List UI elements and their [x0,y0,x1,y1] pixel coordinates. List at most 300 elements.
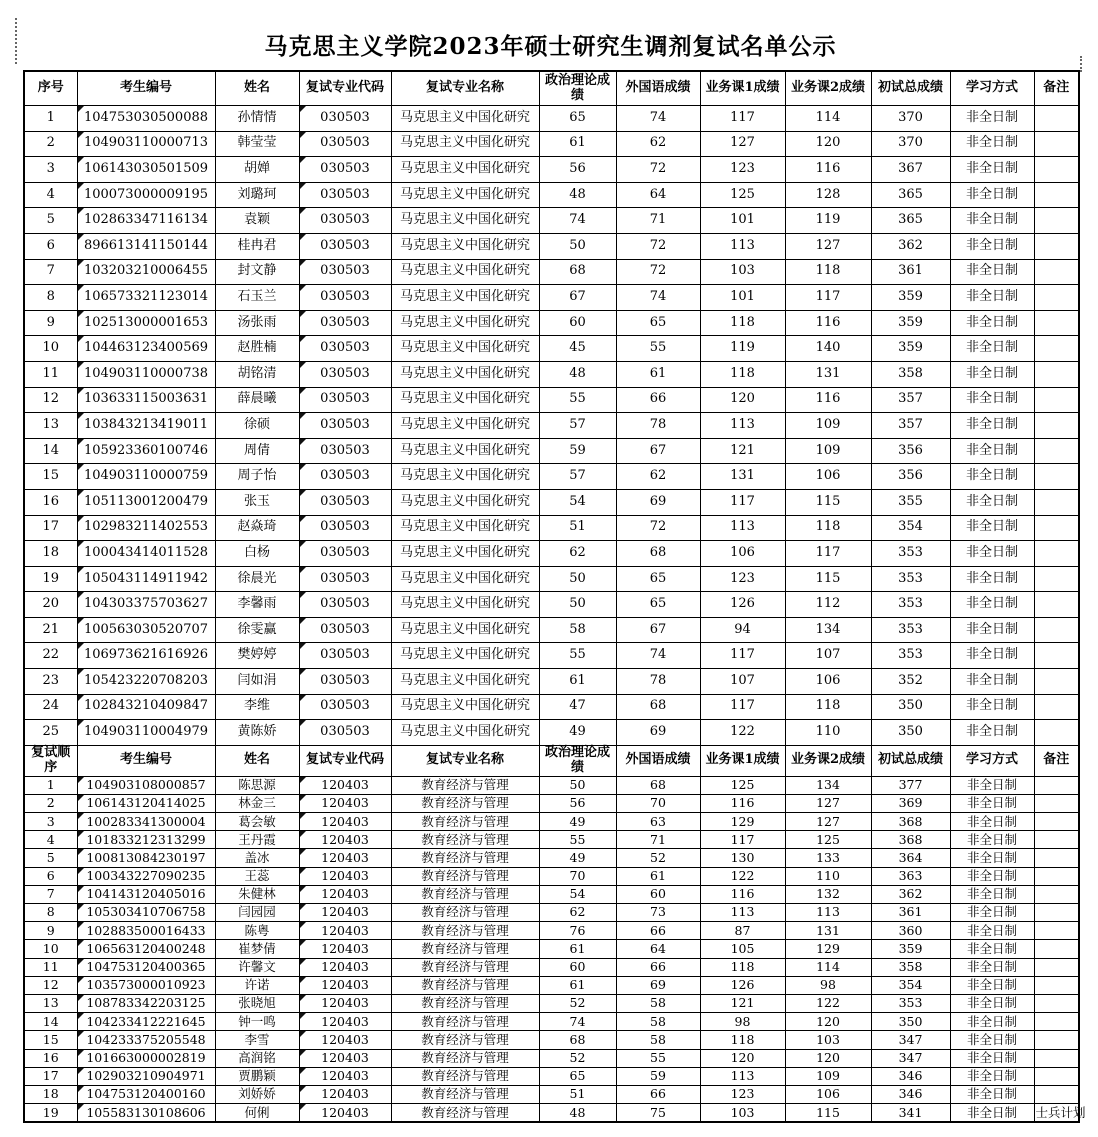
cell: 106 [700,541,785,567]
cell: 非全日制 [950,794,1034,812]
cell: 76 [539,922,616,940]
cell: 119 [785,208,871,234]
text-number-flag-icon [300,157,306,163]
cell: 117 [700,643,785,669]
cell [1034,867,1079,885]
cell: 030503 [299,387,391,413]
cell: 贾鹏颖 [215,1067,299,1085]
cell: 66 [616,922,700,940]
cell [1034,885,1079,903]
cell: 120403 [299,1104,391,1123]
cell: 120403 [299,776,391,794]
cell: 非全日制 [950,849,1034,867]
text-number-flag-icon [78,1031,84,1037]
cell: 125 [700,182,785,208]
cell: 128 [785,182,871,208]
cell: 120403 [299,885,391,903]
col-header: 姓名 [215,745,299,776]
text-number-flag-icon [300,849,306,855]
text-number-flag-icon [78,388,84,394]
cell: 60 [539,310,616,336]
cell [1034,831,1079,849]
cell: 101 [700,285,785,311]
cell: 120403 [299,1067,391,1085]
cell [1034,413,1079,439]
cell: 马克思主义中国化研究 [391,208,539,234]
text-number-flag-icon [300,541,306,547]
cell: 李维 [215,694,299,720]
cell: 52 [539,994,616,1012]
cell: 118 [785,259,871,285]
cell: 55 [616,336,700,362]
text-number-flag-icon [300,183,306,189]
cell: 教育经济与管理 [391,958,539,976]
cell [1034,464,1079,490]
cell: 非全日制 [950,131,1034,157]
cell: 陈思源 [215,776,299,794]
cell [1034,976,1079,994]
cell: 106563120400248 [77,940,215,958]
cell: 58 [616,994,700,1012]
cell: 120403 [299,867,391,885]
cell: 364 [871,849,950,867]
cell: 61 [616,867,700,885]
col-header: 复试专业代码 [299,71,391,106]
cell: 12 [24,976,77,994]
cell: 48 [539,1104,616,1123]
table-row [24,1013,1079,1031]
text-number-flag-icon [300,1068,306,1074]
col-header: 复试专业名称 [391,71,539,106]
cell: 106 [785,669,871,695]
cell: 125 [700,776,785,794]
cell: 马克思主义中国化研究 [391,182,539,208]
cell: 896613141150144 [77,233,215,259]
cell: 教育经济与管理 [391,994,539,1012]
cell [1034,285,1079,311]
cell: 358 [871,361,950,387]
cell: 030503 [299,489,391,515]
col-header: 业务课1成绩 [700,745,785,776]
text-number-flag-icon [78,464,84,470]
cell: 72 [616,157,700,183]
cell: 23 [24,669,77,695]
table-row [24,669,1079,695]
cell: 教育经济与管理 [391,813,539,831]
cell: 123 [700,157,785,183]
text-number-flag-icon [300,959,306,965]
text-number-flag-icon [78,959,84,965]
cell: 高润铭 [215,1049,299,1067]
cell: 118 [785,694,871,720]
cell: 030503 [299,336,391,362]
cell [1034,1085,1079,1103]
cell: 24 [24,694,77,720]
cell: 104903110004979 [77,720,215,746]
text-number-flag-icon [78,516,84,522]
cell: 98 [785,976,871,994]
cell: 非全日制 [950,259,1034,285]
cell: 120 [785,131,871,157]
cell: 120403 [299,904,391,922]
cell: 126 [700,592,785,618]
text-number-flag-icon [78,183,84,189]
cell: 教育经济与管理 [391,1031,539,1049]
cell: 非全日制 [950,1104,1034,1123]
cell: 377 [871,776,950,794]
cell: 030503 [299,182,391,208]
cell: 张晓旭 [215,994,299,1012]
cell: 103633115003631 [77,387,215,413]
cell: 袁颖 [215,208,299,234]
cell: 359 [871,336,950,362]
table-row [24,976,1079,994]
cell: 教育经济与管理 [391,1085,539,1103]
cell: 非全日制 [950,1049,1034,1067]
cell: 何俐 [215,1104,299,1123]
col-header: 学习方式 [950,745,1034,776]
cell: 105113001200479 [77,489,215,515]
cell: 127 [700,131,785,157]
cell: 1 [24,106,77,132]
cell: 100343227090235 [77,867,215,885]
cell: 非全日制 [950,464,1034,490]
text-number-flag-icon [300,260,306,266]
cell: 120403 [299,849,391,867]
text-number-flag-icon [300,362,306,368]
cell: 120403 [299,922,391,940]
cell: 346 [871,1067,950,1085]
cell: 17 [24,1067,77,1085]
cell: 70 [616,794,700,812]
cell: 118 [700,1031,785,1049]
page-margin-dotted-line-left [15,18,17,64]
table-row [24,885,1079,903]
cell: 030503 [299,541,391,567]
text-number-flag-icon [300,720,306,726]
cell: 非全日制 [950,541,1034,567]
cell: 113 [700,904,785,922]
cell: 52 [616,849,700,867]
cell: 105923360100746 [77,438,215,464]
cell [1034,904,1079,922]
col-header: 政治理论成绩 [539,71,616,106]
cell: 47 [539,694,616,720]
text-number-flag-icon [300,695,306,701]
text-number-flag-icon [78,260,84,266]
cell: 徐硕 [215,413,299,439]
cell: 107 [700,669,785,695]
cell: 6 [24,233,77,259]
cell: 65 [616,310,700,336]
table-row [24,106,1079,132]
cell: 140 [785,336,871,362]
cell: 118 [700,361,785,387]
col-header: 业务课1成绩 [700,71,785,106]
col-header: 备注 [1034,71,1079,106]
text-number-flag-icon [78,695,84,701]
cell: 14 [24,438,77,464]
cell: 115 [785,489,871,515]
cell: 马克思主义中国化研究 [391,336,539,362]
table-row [24,208,1079,234]
cell: 赵焱琦 [215,515,299,541]
reexam-list-table [23,70,1086,1123]
cell: 126 [700,976,785,994]
cell: 周子怡 [215,464,299,490]
cell: 盖冰 [215,849,299,867]
cell: 65 [539,1067,616,1085]
cell [1034,515,1079,541]
cell: 马克思主义中国化研究 [391,617,539,643]
text-number-flag-icon [78,439,84,445]
cell: 78 [616,413,700,439]
cell: 2 [24,794,77,812]
cell: 白杨 [215,541,299,567]
table-row [24,515,1079,541]
cell: 030503 [299,617,391,643]
cell: 122 [785,994,871,1012]
table-row [24,131,1079,157]
cell: 65 [616,592,700,618]
text-number-flag-icon [300,132,306,138]
cell: 030503 [299,720,391,746]
cell: 103203210006455 [77,259,215,285]
col-header: 复试顺序 [24,745,77,776]
cell: 362 [871,233,950,259]
cell [1034,336,1079,362]
cell: 非全日制 [950,940,1034,958]
text-number-flag-icon [300,643,306,649]
cell: 94 [700,617,785,643]
text-number-flag-icon [78,849,84,855]
cell: 18 [24,1085,77,1103]
table-row [24,464,1079,490]
cell: 130 [700,849,785,867]
cell: 74 [616,285,700,311]
cell: 马克思主义中国化研究 [391,541,539,567]
cell: 347 [871,1049,950,1067]
cell: 非全日制 [950,720,1034,746]
cell: 129 [700,813,785,831]
cell: 9 [24,922,77,940]
cell: 120403 [299,1049,391,1067]
cell: 50 [539,592,616,618]
cell: 73 [616,904,700,922]
col-header: 备注 [1034,745,1079,776]
cell: 030503 [299,208,391,234]
cell [1034,387,1079,413]
table-row [24,720,1079,746]
cell: 109 [785,1067,871,1085]
text-number-flag-icon [300,940,306,946]
cell [1034,776,1079,794]
cell [1034,813,1079,831]
cell: 101 [700,208,785,234]
table-row [24,694,1079,720]
cell: 100073000009195 [77,182,215,208]
cell: 朱健林 [215,885,299,903]
cell: 67 [616,438,700,464]
cell: 2 [24,131,77,157]
table-row [24,310,1079,336]
cell: 58 [616,1031,700,1049]
cell: 115 [785,1104,871,1123]
cell: 59 [539,438,616,464]
cell: 61 [539,976,616,994]
text-number-flag-icon [300,669,306,675]
col-header: 考生编号 [77,71,215,106]
table-row [24,361,1079,387]
cell: 李馨雨 [215,592,299,618]
text-number-flag-icon [300,490,306,496]
cell: 102513000001653 [77,310,215,336]
cell: 孙情情 [215,106,299,132]
cell: 教育经济与管理 [391,867,539,885]
text-number-flag-icon [300,1013,306,1019]
cell: 67 [539,285,616,311]
cell: 120 [700,387,785,413]
cell: 113 [700,233,785,259]
table-row [24,922,1079,940]
cell: 120403 [299,994,391,1012]
cell: 教育经济与管理 [391,1049,539,1067]
cell: 66 [616,958,700,976]
cell: 11 [24,361,77,387]
cell [1034,541,1079,567]
cell: 359 [871,310,950,336]
cell: 101663000002819 [77,1049,215,1067]
cell: 74 [539,208,616,234]
col-header: 外国语成绩 [616,71,700,106]
cell: 030503 [299,310,391,336]
text-number-flag-icon [300,285,306,291]
col-header: 姓名 [215,71,299,106]
cell: 030503 [299,259,391,285]
cell: 353 [871,566,950,592]
cell: 马克思主义中国化研究 [391,361,539,387]
cell: 64 [616,182,700,208]
cell: 马克思主义中国化研究 [391,310,539,336]
cell: 徐晨光 [215,566,299,592]
cell: 教育经济与管理 [391,904,539,922]
cell: 非全日制 [950,106,1034,132]
cell: 120403 [299,976,391,994]
cell [1034,106,1079,132]
col-header: 学习方式 [950,71,1034,106]
cell [1034,566,1079,592]
cell: 72 [616,233,700,259]
cell: 98 [700,1013,785,1031]
cell: 030503 [299,669,391,695]
cell: 106573321123014 [77,285,215,311]
cell: 104903110000759 [77,464,215,490]
cell: 赵胜楠 [215,336,299,362]
cell [1034,940,1079,958]
cell: 117 [785,285,871,311]
cell: 120403 [299,831,391,849]
cell: 16 [24,489,77,515]
table-row [24,259,1079,285]
cell: 非全日制 [950,831,1034,849]
cell: 127 [785,233,871,259]
cell: 121 [700,994,785,1012]
text-number-flag-icon [78,592,84,598]
text-number-flag-icon [300,464,306,470]
cell: 马克思主义中国化研究 [391,592,539,618]
cell: 马克思主义中国化研究 [391,106,539,132]
cell: 5 [24,208,77,234]
table-row [24,831,1079,849]
cell: 100043414011528 [77,541,215,567]
cell: 74 [616,106,700,132]
cell: 非全日制 [950,904,1034,922]
cell: 116 [700,885,785,903]
cell: 李雪 [215,1031,299,1049]
cell: 徐雯赢 [215,617,299,643]
cell: 030503 [299,438,391,464]
text-number-flag-icon [300,567,306,573]
cell: 21 [24,617,77,643]
cell: 106143030501509 [77,157,215,183]
cell: 马克思主义中国化研究 [391,259,539,285]
cell: 357 [871,387,950,413]
cell [1034,208,1079,234]
cell: 52 [539,1049,616,1067]
cell: 353 [871,643,950,669]
cell: 030503 [299,464,391,490]
cell: 133 [785,849,871,867]
text-number-flag-icon [300,1031,306,1037]
cell: 65 [539,106,616,132]
cell: 120 [785,1049,871,1067]
cell: 120403 [299,1013,391,1031]
cell: 356 [871,464,950,490]
cell: 非全日制 [950,233,1034,259]
cell: 非全日制 [950,958,1034,976]
cell: 346 [871,1085,950,1103]
cell: 16 [24,1049,77,1067]
cell: 非全日制 [950,1013,1034,1031]
text-number-flag-icon [78,1050,84,1056]
text-number-flag-icon [78,922,84,928]
cell: 58 [616,1013,700,1031]
cell [1034,438,1079,464]
cell: 4 [24,182,77,208]
col-header: 序号 [24,71,77,106]
cell: 105043114911942 [77,566,215,592]
cell: 123 [700,1085,785,1103]
cell: 78 [616,669,700,695]
cell: 102843210409847 [77,694,215,720]
cell [1034,849,1079,867]
text-number-flag-icon [300,618,306,624]
text-number-flag-icon [78,643,84,649]
cell: 365 [871,182,950,208]
cell: 钟一鸣 [215,1013,299,1031]
table-row [24,413,1079,439]
cell: 122 [700,867,785,885]
cell: 030503 [299,285,391,311]
table-row [24,958,1079,976]
cell [1034,1031,1079,1049]
cell: 教育经济与管理 [391,885,539,903]
cell: 117 [700,489,785,515]
cell: 56 [539,157,616,183]
cell: 116 [785,157,871,183]
cell: 102863347116134 [77,208,215,234]
cell: 71 [616,831,700,849]
